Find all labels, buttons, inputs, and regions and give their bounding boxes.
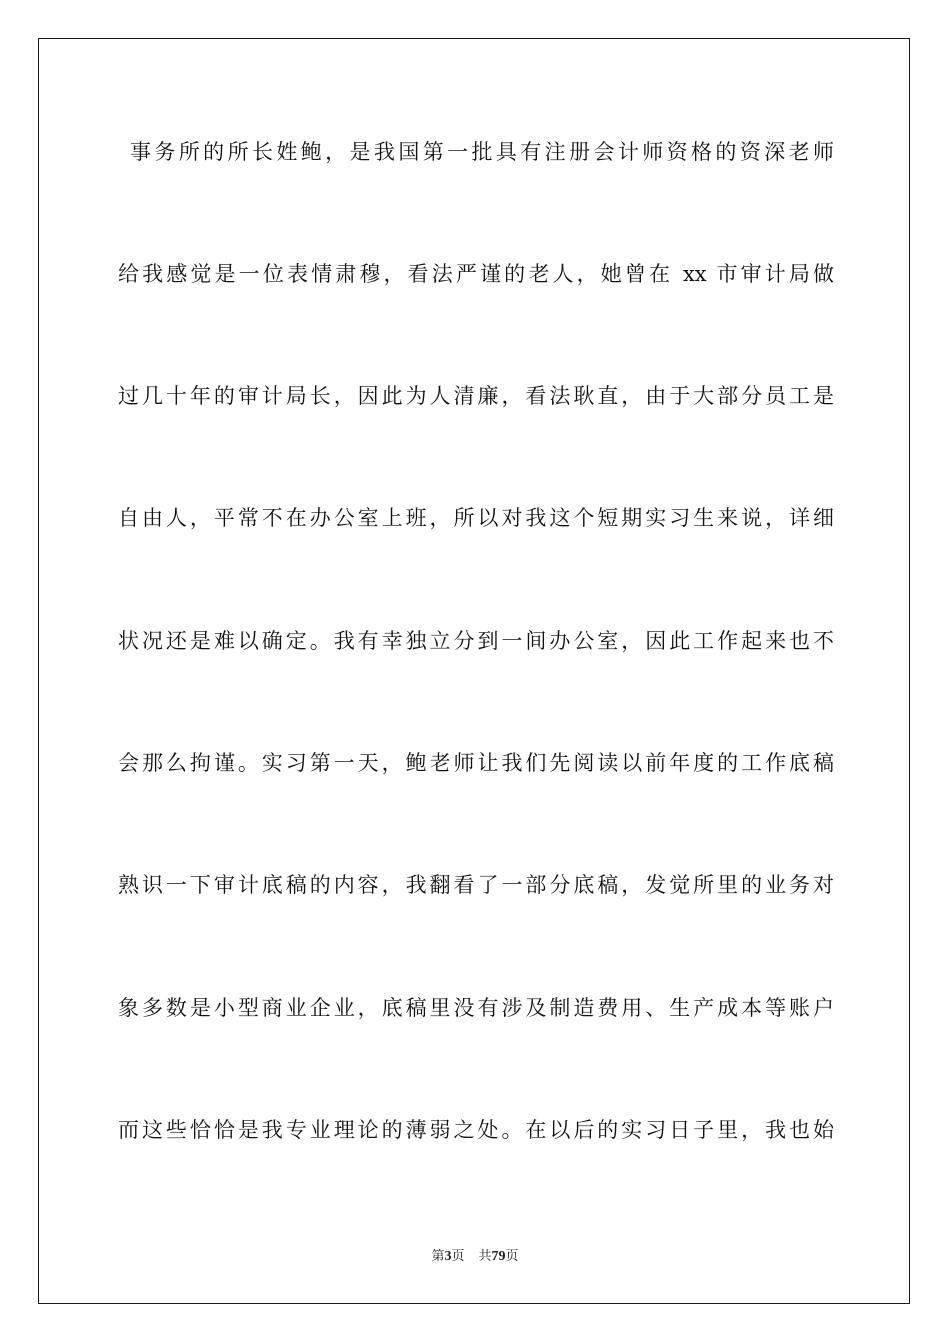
body-line-2: 给我感觉是一位表情肃穆，看法严谨的老人，她曾在 xx 市审计局做	[118, 262, 834, 286]
page-label-prefix: 第	[431, 1249, 445, 1264]
body-line-8: 象多数是小型商业企业，底稿里没有涉及制造费用、生产成本等账户	[118, 996, 834, 1020]
current-page-number: 3	[444, 1249, 452, 1264]
body-line-6: 会那么拘谨。实习第一天，鲍老师让我们先阅读以前年度的工作底稿	[118, 751, 834, 775]
body-line-4: 自由人，平常不在办公室上班，所以对我这个短期实习生来说，详细	[118, 506, 834, 530]
body-line-7: 熟识一下审计底稿的内容，我翻看了一部分底稿，发觉所里的业务对	[118, 873, 834, 897]
total-label-prefix: 共	[478, 1249, 492, 1264]
body-line-9: 而这些恰恰是我专业理论的薄弱之处。在以后的实习日子里，我也始	[118, 1118, 834, 1142]
total-label-suffix: 页	[505, 1249, 519, 1264]
body-line-3: 过几十年的审计局长，因此为人清廉，看法耿直，由于大部分员工是	[118, 384, 834, 408]
page-footer	[0, 1248, 950, 1266]
body-line-1: 事务所的所长姓鲍，是我国第一批具有注册会计师资格的资深老师	[130, 140, 834, 164]
total-page-count: 79	[491, 1249, 506, 1264]
page-label-suffix: 页	[451, 1249, 465, 1264]
body-line-5: 状况还是难以确定。我有幸独立分到一间办公室，因此工作起来也不	[118, 629, 834, 653]
